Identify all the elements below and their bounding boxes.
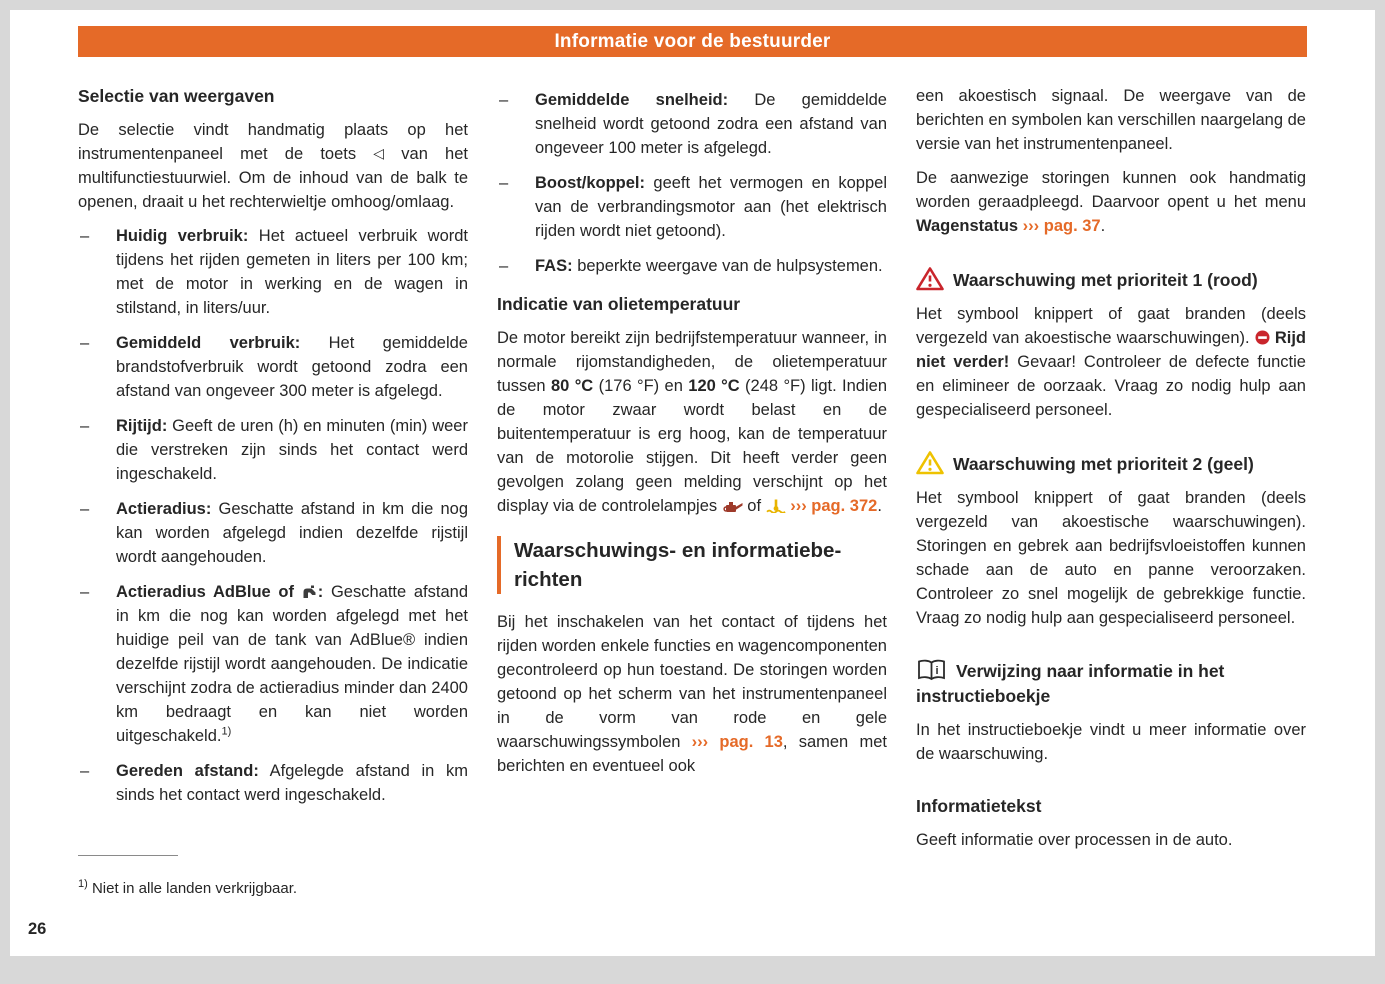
informatietekst-heading: Informatietekst (916, 796, 1042, 816)
adblue-nozzle-icon (302, 585, 318, 599)
footnote-block (78, 855, 468, 914)
list-item-actieradius-adblue: – Actieradius AdBlue of : Geschatte afstand in km die nog kan worden afgelegd met het huidige peil van de tank van AdBlue® indien dezelfde rijstijl wordt aangehouden. De indicatie verschijnt zodra de actieradius minder dan 2400 km bedraagt en kan niet worden uitgeschakeld.$^{1)}$ (78, 580, 468, 748)
stop-icon (1255, 330, 1270, 345)
warning-priority-2-paragraph: Het symbool knippert of gaat branden (deels vergezeld van akoestische waarschuwingen). Storingen en gebrek aan bedrijfsvloeistoffen kunnen schade aan de auto en panne veroorzaken. Controleer zo snel mogelijk de gebrekkige functie. Vraag zo nodig hulp aan gespecialiseerd personeel. (916, 489, 1306, 627)
page-header-bar (78, 26, 1307, 57)
page-header-title: Informatie voor de bestuurder (554, 30, 831, 52)
manual-page (10, 10, 1375, 956)
list-item-rijtijd: – Rijtijd: Geeft de uren (h) en minuten (min) weer die verstreken zijn sinds het contact werd ingeschakeld. (78, 414, 468, 486)
list-item-fas: – FAS: beperkte weergave van de hulpsystemen. (497, 254, 887, 278)
informatietekst-paragraph: Geeft informatie over processen in de auto. (916, 831, 1233, 849)
oil-temperature-paragraph: De motor bereikt zijn bedrijfstemperatuur wanneer, in normale rijomstandigheden, de olietemperatuur tussen 80 °C (176 °F) en 120 °C (248 °F) ligt. Indien de motor zwaar wordt belast en de buitentemperatuur is erg hoog, kan de temperatuur van de motorolie stijgen. Dit heeft verder geen gevolgen zolang geen melding verschijnt op het display via de controlelampjes of ››› pag. 372. (497, 329, 887, 515)
list-item-gemiddelde-snelheid: – Gemiddelde snelheid: De gemiddelde snelheid wordt getoond zodra een afstand van ongeveer 100 meter is afgelegd. (497, 88, 887, 160)
column-2 (497, 84, 887, 862)
warning-triangle-yellow-icon (916, 450, 944, 475)
manual-reference-paragraph: In het instructieboekje vindt u meer informatie over de waarschuwing. (916, 721, 1306, 763)
list-item-gereden-afstand: – Gereden afstand: Afgelegde afstand in km sinds het contact werd ingeschakeld. (78, 759, 468, 807)
warning-triangle-red-icon (916, 266, 944, 291)
page-link-13[interactable]: ››› pag. 13 (691, 733, 783, 751)
manual-reference-heading: i Verwijzing naar informatie in het instructieboekje (916, 658, 1306, 709)
page-link-372[interactable]: ››› pag. 372 (790, 497, 878, 515)
display-options-list (78, 224, 468, 807)
column-1 (78, 84, 468, 862)
warning-priority-1-heading: Waarschuwing met prioriteit 1 (rood) (916, 266, 1306, 293)
intro-paragraph: De selectie vindt handmatig plaats op het instrumentenpaneel met de toets ◁ van het multifunctiestuurwiel. Om de inhoud van de balk te openen, draait u het rechterwieltje omhoog/omlaag. (78, 121, 468, 211)
list-item-actieradius: – Actieradius: Geschatte afstand in km die nog kan worden afgelegd indien dezelfde rijstijl wordt aangehouden. (78, 497, 468, 569)
list-item-huidig-verbruik: – Huidig verbruik: Het actueel verbruik wordt tijdens het rijden gemeten in liters per 100 km; met de motor in werking en de wagen in stilstand, in liters/uur. (78, 224, 468, 320)
heading-olietemperatuur: Indicatie van olietemperatuur (497, 294, 741, 314)
footnote-divider (78, 855, 178, 856)
steering-left-button-icon: ◁ (373, 145, 385, 161)
content-columns (78, 84, 1307, 862)
footnote-text: $^{1)}$ Niet in alle landen verkrijgbaar. (78, 878, 298, 897)
list-item-boost-koppel: – Boost/koppel: geeft het vermogen en koppel van de verbrandingsmotor aan (het elektrisch rijden wordt niet getoond). (497, 171, 887, 243)
heading-selectie-van-weergaven: Selectie van weergaven (78, 86, 275, 106)
wagenstatus-paragraph: De aanwezige storingen kunnen ook handmatig worden geraadpleegd. Daarvoor opent u het menu Wagenstatus ››› pag. 37. (916, 169, 1306, 235)
display-options-list-continued (497, 88, 887, 278)
list-item-gemiddeld-verbruik: – Gemiddeld verbruik: Het gemiddelde brandstofverbruik wordt getoond zodra een afstand van ongeveer 300 meter is afgelegd. (78, 331, 468, 403)
footnote-marker-ref: 1) (221, 725, 232, 738)
page-link-37[interactable]: ››› pag. 37 (1022, 217, 1101, 235)
warning-priority-2-heading: Waarschuwing met prioriteit 2 (geel) (916, 450, 1306, 477)
page-number: 26 (28, 920, 47, 938)
column-3 (916, 84, 1306, 862)
coolant-temp-icon (766, 499, 786, 513)
acoustic-signal-paragraph: een akoestisch signaal. De weergave van de berichten en symbolen kan verschillen naargelang de versie van het instrumentenpaneel. (916, 87, 1306, 153)
oil-can-icon (722, 500, 743, 513)
warning-priority-1-paragraph: Het symbool knippert of gaat branden (deels vergezeld van akoestische waarschuwingen). Rijd niet verder! Gevaar! Controleer de defecte functie en elimineer de oorzaak. Vraag zo nodig hulp aan gespecialiseerd personeel. (916, 305, 1306, 419)
svg-text:i: i (935, 665, 939, 677)
section-title-waarschuwingsberichten: Waarschuwings- en informatieberichten (497, 536, 887, 594)
open-book-icon (916, 658, 947, 682)
warnings-intro-paragraph: Bij het inschakelen van het contact of tijdens het rijden worden enkele functies en wagencomponenten gecontroleerd op hun toestand. De storingen worden getoond op het scherm van het instrumentenpaneel in de vorm van rode en gele waarschuwingssymbolen ››› pag. 13, samen met berichten en eventueel ook (497, 613, 887, 775)
